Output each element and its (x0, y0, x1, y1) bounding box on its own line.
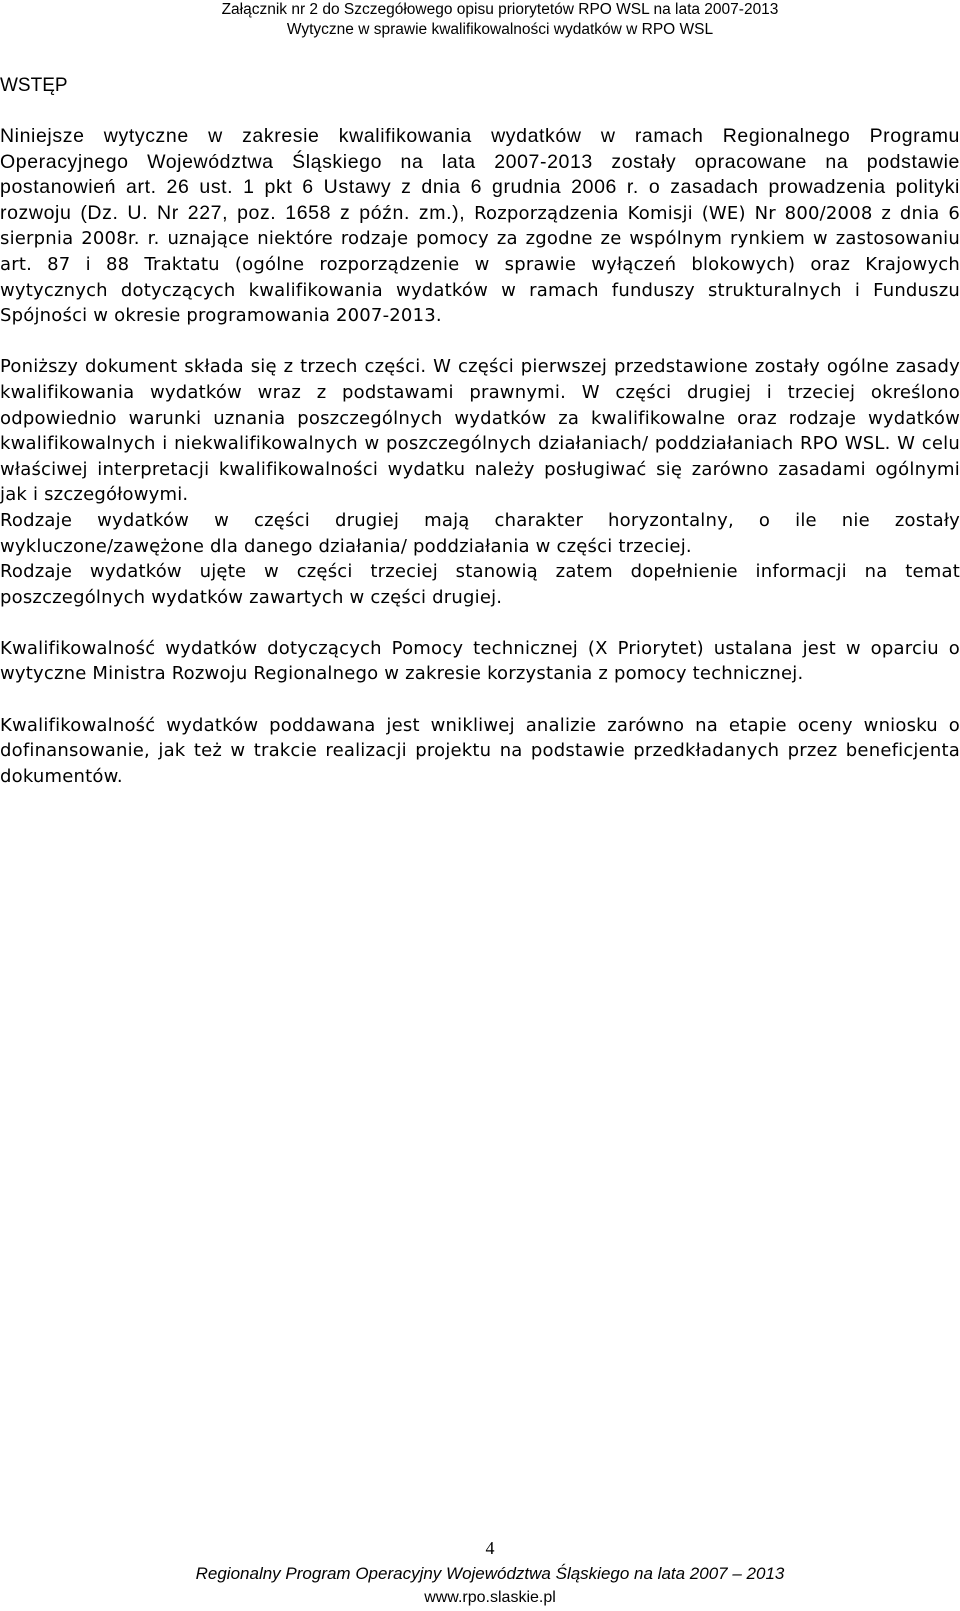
section-title: WSTĘP (0, 75, 68, 96)
paragraph-document-structure: Poniższy dokument składa się z trzech części. W części pierwszej przedstawione zostały ogólne zasady kwalifikowania wydatków wraz z podstawami prawnymi. W części drugiej i trzeciej określono odpowiednio warunki uznania poszczególnych wydatków za kwalifikowalne oraz rodzaje wydatków kwalifikowalnych i niekwalifikowalnych w poszczególnych działaniach/ poddziałaniach RPO WSL. W celu właściwej interpretacji kwalifikowalności wydatku należy posługiwać się zarówno zasadami ogólnymi jak i szczegółowymi. (0, 356, 960, 506)
document-header (0, 0, 960, 40)
document-footer (0, 1562, 960, 1610)
paragraph-part-three: Rodzaje wydatków ujęte w części trzeciej stanowią zatem dopełnienie informacji na temat poszczególnych wydatków zawartych w części drugiej. (0, 561, 960, 608)
header-guidelines-line: Wytyczne w sprawie kwalifikowalności wydatków w RPO WSL (286, 21, 714, 38)
paragraph-legal-basis-intro: Niniejsze wytyczne w zakresie kwalifikowania wydatków w ramach Regionalnego Programu Operacyjnego Województwa Śląskiego na lata 2007-2013 zostały opracowane na podstawie postanowień art. 26 ust. 1 pkt 6 Ustawy z dnia 6 grudnia 2006 r. o zasadach prowadzenia polityki rozwoju (Dz. U. Nr 227, poz. 1658 z późn. zm.), (0, 125, 960, 224)
document-body (0, 124, 960, 789)
page-number: 4 (485, 1538, 495, 1558)
paragraph-legal-basis-rest: Rozporządzenia Komisji (WE) Nr 800/2008 z dnia 6 sierpnia 2008r. r. uznające niektóre rodzaje pomocy za zgodne ze wspólnym rynkiem w zastosowaniu art. 87 i 88 Traktatu (ogólne rozporządzenie w sprawie wyłączeń blokowych) oraz Krajowych wytycznych dotyczących kwalifikowania wydatków w ramach funduszy strukturalnych i Funduszu Spójności w okresie programowania 2007-2013. (0, 202, 960, 327)
paragraph-eligibility-analysis: Kwalifikowalność wydatków poddawana jest wnikliwej analizie zarówno na etapie oceny wniosku o dofinansowanie, jak też w trakcie realizacji projektu na podstawie przedkładanych przez beneficjenta dokumentów. (0, 714, 960, 787)
paragraph-technical-assistance: Kwalifikowalność wydatków dotyczących Pomocy technicznej (X Priorytet) ustalana jest w oparciu o wytyczne Ministra Rozwoju Regionalnego w zakresie korzystania z pomocy technicznej. (0, 637, 960, 685)
header-attachment-line: Załącznik nr 2 do Szczegółowego opisu priorytetów RPO WSL na lata 2007-2013 (221, 1, 779, 18)
footer-website-url: www.rpo.slaskie.pl (424, 1589, 556, 1606)
paragraph-horizontal-types: Rodzaje wydatków w części drugiej mają charakter horyzontalny, o ile nie zostały wykluczone/zawężone dla danego działania/ poddziałania w części trzeciej. (0, 509, 960, 557)
paragraph-legal-basis (0, 124, 960, 329)
footer-program-name: Regionalny Program Operacyjny Województwa Śląskiego na lata 2007 – 2013 (195, 1564, 785, 1583)
